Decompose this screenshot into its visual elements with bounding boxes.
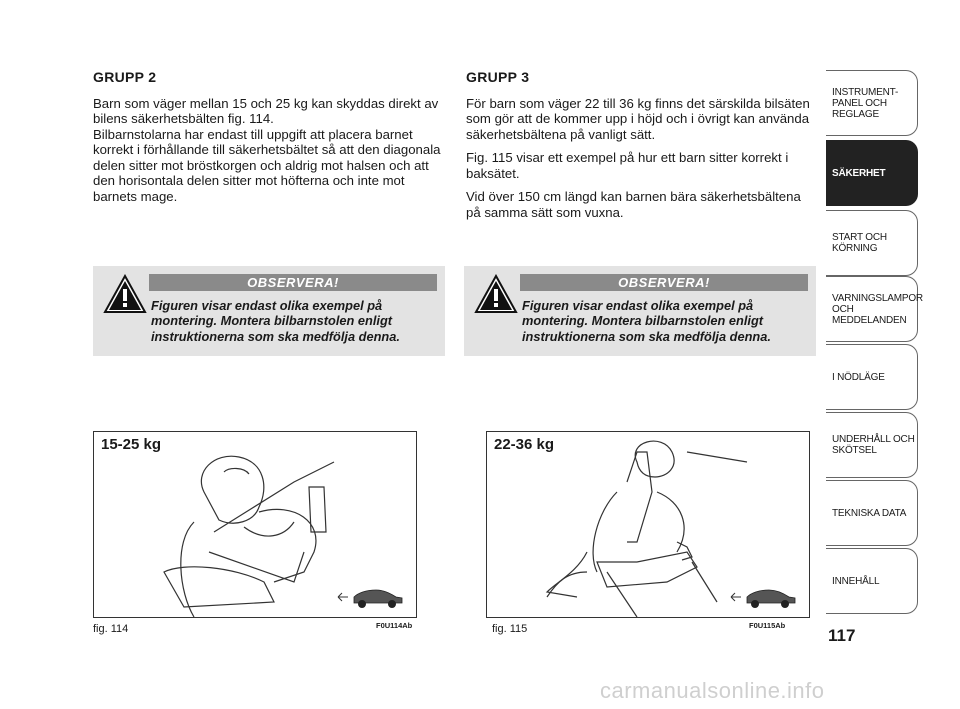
- paragraph: Barn som väger mellan 15 och 25 kg kan skyddas direkt av bilens säkerhetsbälten fig. 114.: [93, 95, 439, 126]
- car-icon: [729, 583, 799, 611]
- car-icon: [336, 583, 406, 611]
- note-line: Figuren visar endast olika exempel på: [522, 298, 754, 313]
- paragraph: Fig. 115 visar ett exempel på hur ett barn sitter korrekt i baksätet.: [466, 150, 789, 181]
- page-number: 117: [828, 626, 856, 645]
- tab-i-nodlage[interactable]: I NÖDLÄGE: [826, 344, 918, 410]
- section-heading-grupp2: GRUPP 2: [93, 69, 157, 85]
- tab-start-och-korning[interactable]: START OCH KÖRNING: [826, 210, 918, 276]
- note-line: montering. Montera bilbarnstolen enligt instruktionerna som ska medfölja denna.: [151, 313, 400, 344]
- note-text: [101, 298, 441, 344]
- figure-weight-label: 22-36 kg: [494, 436, 555, 453]
- figure-caption: fig. 114: [93, 623, 129, 635]
- figure-weight-label: 15-25 kg: [101, 436, 162, 453]
- note-line: Figuren visar endast olika exempel på: [151, 298, 383, 313]
- note-title: OBSERVERA!: [149, 274, 437, 291]
- watermark: carmanualsonline.info: [600, 678, 825, 703]
- left-column: [93, 70, 443, 212]
- tab-innehall[interactable]: INNEHÅLL: [826, 548, 918, 614]
- note-text: [472, 298, 812, 344]
- note-title: OBSERVERA!: [520, 274, 808, 291]
- tab-instrumentpanel[interactable]: INSTRUMENT- PANEL OCH REGLAGE: [826, 70, 918, 136]
- right-column: [466, 70, 816, 228]
- figure-caption: fig. 115: [492, 623, 528, 635]
- note-line: montering. Montera bilbarnstolen enligt instruktionerna som ska medfölja denna.: [522, 313, 771, 344]
- paragraph: Bilbarnstolarna har endast till uppgift att placera barnet korrekt i förhållande till säkerhetsbältet så att den diagonala delen sitter mot bröstkorgen och aldrig mot halsen och att den horisontala delen sitter mot höfterna och inte mot barnets mage.: [93, 126, 441, 204]
- warning-note: [464, 266, 816, 356]
- figure-code: F0U114Ab: [376, 621, 413, 630]
- tab-underhall[interactable]: UNDERHÅLL OCH SKÖTSEL: [826, 412, 918, 478]
- paragraph: Vid över 150 cm längd kan barnen bära säkerhetsbältena på samma sätt som vuxna.: [466, 189, 801, 220]
- tab-sakerhet[interactable]: SÄKERHET: [826, 140, 918, 206]
- section-heading-grupp3: GRUPP 3: [466, 69, 530, 85]
- warning-note: [93, 266, 445, 356]
- tab-tekniska-data[interactable]: TEKNISKA DATA: [826, 480, 918, 546]
- figure-114: [93, 431, 417, 618]
- paragraph: För barn som väger 22 till 36 kg finns det särskilda bilsäten som gör att de kommer upp i höjd och i övrigt kan använda säkerhetsbältena på vanligt sätt.: [466, 95, 810, 142]
- figure-code: F0U115Ab: [749, 621, 786, 630]
- tab-varningslampor[interactable]: VARNINGSLAMPOR OCH MEDDELANDEN: [826, 276, 918, 342]
- figure-115: [486, 431, 810, 618]
